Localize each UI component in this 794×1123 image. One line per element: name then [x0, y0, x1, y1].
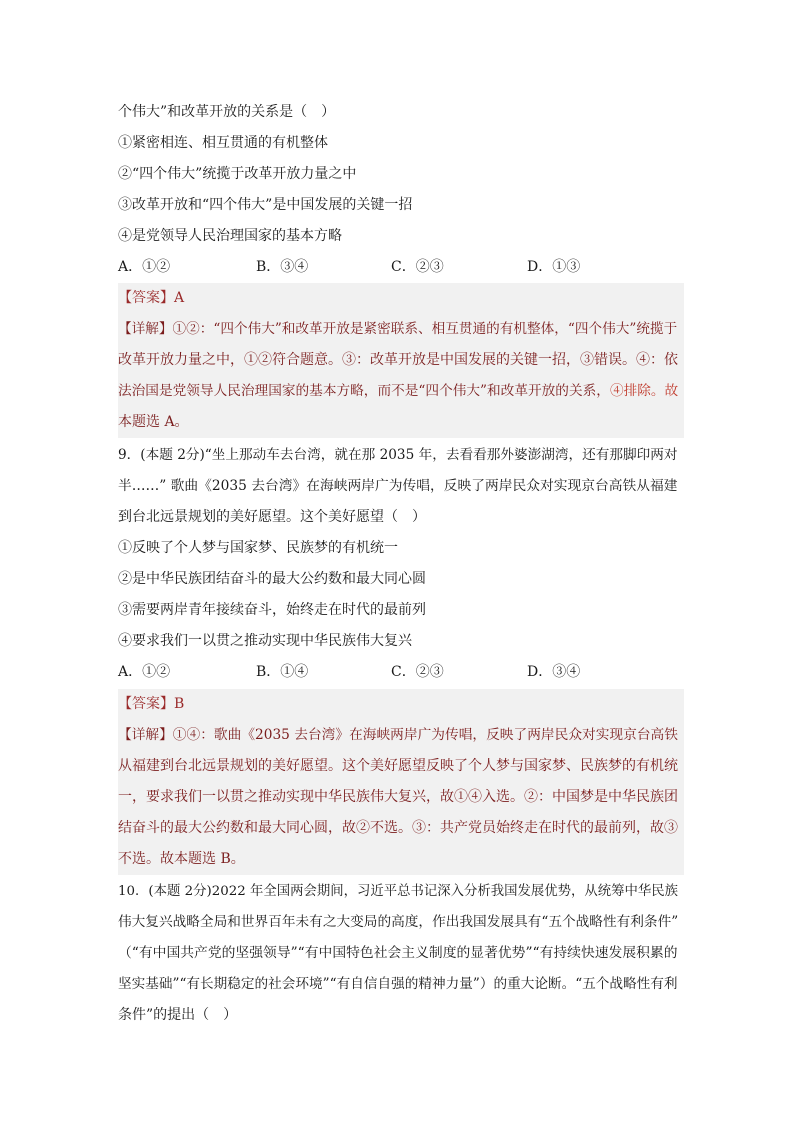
q8-item-4: ④是党领导人民治理国家的基本方略 — [118, 228, 342, 244]
q8-option-a: A．①② — [118, 259, 171, 275]
q8-option-b: B．③④ — [256, 259, 309, 275]
q8-answer-box — [118, 283, 684, 438]
q8-item-3: ③改革开放和“四个伟大”是中国发展的关键一招 — [118, 197, 413, 213]
q9-option-b: B．①④ — [256, 664, 309, 680]
q9-item-2: ②是中华民族团结奋斗的最大公约数和最大同心圆 — [118, 571, 426, 587]
q8-detail-line-3 — [118, 376, 678, 407]
q10-stem-line-2: 伟大复兴战略全局和世界百年未有之大变局的高度，作出我国发展具有“五个战略性有利条件” — [118, 914, 679, 930]
q8-item-2: ②“四个伟大”统揽于改革开放力量之中 — [118, 166, 357, 182]
q8-item-1: ①紧密相连、相互贯通的有机整体 — [118, 135, 328, 151]
q9-detail-line-2: 从福建到台北远景规划的美好愿望。这个美好愿望反映了个人梦与国家梦、民族梦的有机统 — [118, 758, 678, 774]
q8-option-d: D．①③ — [527, 259, 581, 275]
q9-detail-line-5: 不选。故本题选 B。 — [118, 851, 245, 867]
q10-stem-line-1: 10．(本题 2分)2022 年全国两会期间，习近平总书记深入分析我国发展优势，从统筹中华民族 — [118, 884, 679, 899]
q10-stem-line-4: 坚实基础”“有长期稳定的社会环境”“有自信自强的精神力量”）的重大论断。“五个战略性有利 — [118, 976, 678, 992]
q8-options — [118, 252, 678, 283]
q8-detail-line-1: 【详解】①②：“四个伟大”和改革开放是紧密联系、相互贯通的有机整体，“四个伟大”统揽于 — [118, 321, 678, 337]
q9-item-3: ③需要两岸青年接续奋斗，始终走在时代的最前列 — [118, 602, 426, 618]
q9-option-c: C．②③ — [391, 664, 444, 680]
q9-detail-line-4: 结奋斗的最大公约数和最大同心圆，故②不选。③：共产党员始终走在时代的最前列，故③ — [118, 820, 678, 836]
q9-stem-line-3: 到台北远景规划的美好愿望。这个美好愿望（ ） — [118, 509, 426, 525]
q8-detail-line-2: 改革开放力量之中，①②符合题意。③：改革开放是中国发展的关键一招，③错误。④：依 — [118, 352, 678, 368]
q8-detail-line-4: 本题选 A。 — [118, 414, 189, 430]
q10-stem-line-3: （“有中国共产党的坚强领导”“有中国特色社会主义制度的显著优势”“有持续快速发展积累的 — [118, 945, 678, 961]
q9-option-d: D．③④ — [527, 664, 581, 680]
q9-item-4: ④要求我们一以贯之推动实现中华民族伟大复兴 — [118, 633, 412, 649]
q9-options — [118, 657, 678, 688]
q8-option-c: C．②③ — [391, 259, 444, 275]
q9-item-1: ①反映了个人梦与国家梦、民族梦的有机统一 — [118, 540, 398, 556]
q9-detail-line-3: 一，要求我们一以贯之推动实现中华民族伟大复兴，故①④入选。②：中国梦是中华民族团 — [118, 789, 678, 805]
q9-stem-line-1: 9．(本题 2分)“坐上那动车去台湾，就在那 2035 年，去看看那外婆澎湖湾，还有那脚印两对 — [118, 447, 678, 463]
q9-answer: 【答案】B — [118, 696, 185, 712]
q9-detail-line-1: 【详解】①④：歌曲《2035 去台湾》在海峡两岸广为传唱，反映了两岸民众对实现京台高铁 — [118, 727, 678, 743]
q8-detail-line-3-text: 法治国是党领导人民治理国家的基本方略，而不是“四个伟大”和改革开放的关系， — [118, 383, 610, 399]
q10-stem-line-5: 条件”的提出（ ） — [118, 1007, 238, 1023]
q9-option-a: A．①② — [118, 664, 171, 680]
q9-stem-line-2: 半……” 歌曲《2035 去台湾》在海峡两岸广为传唱，反映了两岸民众对实现京台高铁从福建 — [118, 478, 678, 494]
q8-stem-tail: 个伟大”和改革开放的关系是（ ） — [118, 104, 336, 120]
q8-detail-highlight: ④排除。故 — [609, 383, 679, 399]
q8-answer: 【答案】A — [118, 290, 185, 306]
q9-answer-box — [118, 689, 684, 875]
